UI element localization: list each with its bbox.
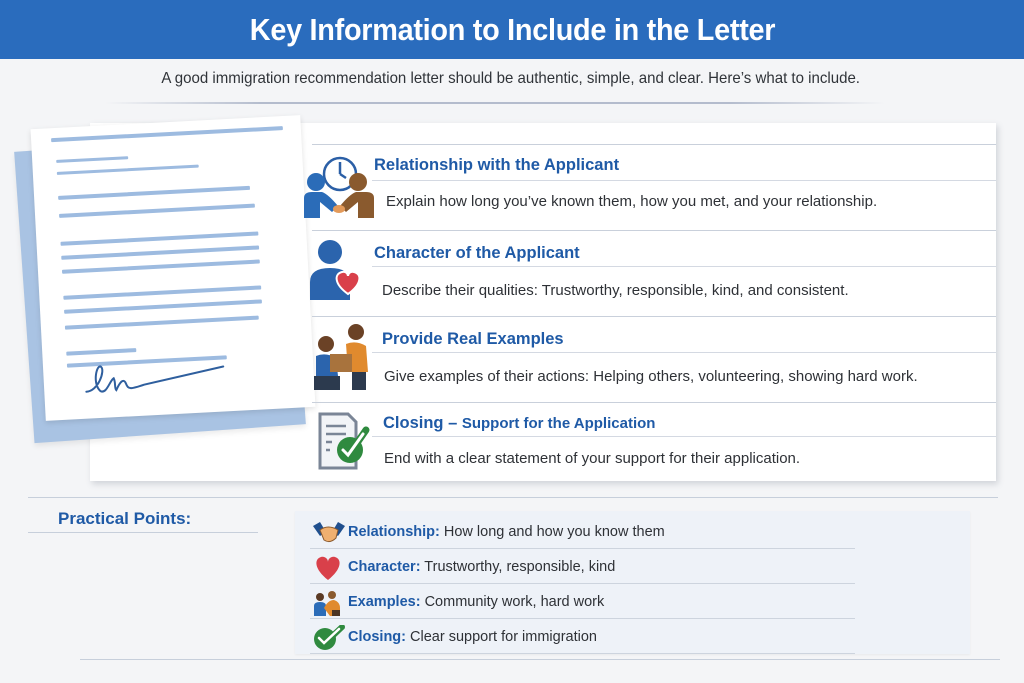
header-banner	[0, 0, 1024, 59]
practical-points-title: Practical Points:	[58, 509, 192, 528]
section-relationship	[300, 120, 1002, 228]
divider	[80, 659, 1000, 660]
checkmark-icon	[312, 625, 346, 651]
section-examples	[300, 316, 1002, 402]
section-character	[300, 230, 1002, 316]
divider	[28, 497, 998, 498]
section-description: Explain how long you’ve known them, how you met, and your relationship.	[386, 193, 878, 210]
practical-point-character: Character: Trustworthy, responsible, kind	[310, 550, 855, 584]
letter-paper-icon	[31, 115, 316, 421]
person-heart-icon	[300, 238, 380, 300]
signature-icon	[83, 353, 245, 401]
practical-point-closing: Closing: Clear support for immigration	[310, 620, 855, 654]
section-description: Give examples of their actions: Helping others, volunteering, showing hard work.	[384, 368, 918, 385]
section-title: Relationship with the Applicant	[374, 156, 620, 174]
practical-point-relationship: Relationship: How long and how you know them	[310, 515, 855, 549]
heart-icon	[312, 555, 346, 581]
section-title: Closing – Support for the Application	[383, 414, 656, 432]
document-check-icon	[316, 412, 376, 472]
practical-point-examples: Examples: Community work, hard work	[310, 585, 855, 619]
section-closing	[300, 402, 1002, 488]
subtitle: A good immigration recommendation letter should be authentic, simple, and clear. Here’s what to include.	[161, 70, 860, 87]
page-title: Key Information to Include in the Letter	[249, 11, 775, 47]
divider	[28, 532, 258, 533]
divider	[105, 102, 885, 104]
handshake-icon	[312, 520, 346, 546]
section-description: End with a clear statement of your support for their application.	[384, 450, 801, 467]
section-title: Character of the Applicant	[374, 244, 580, 262]
section-description: Describe their qualities: Trustworthy, responsible, kind, and consistent.	[382, 282, 849, 299]
handshake-clock-icon	[300, 154, 380, 224]
people-helping-icon	[308, 322, 384, 392]
people-helping-icon	[312, 590, 346, 616]
section-title: Provide Real Examples	[382, 330, 564, 348]
